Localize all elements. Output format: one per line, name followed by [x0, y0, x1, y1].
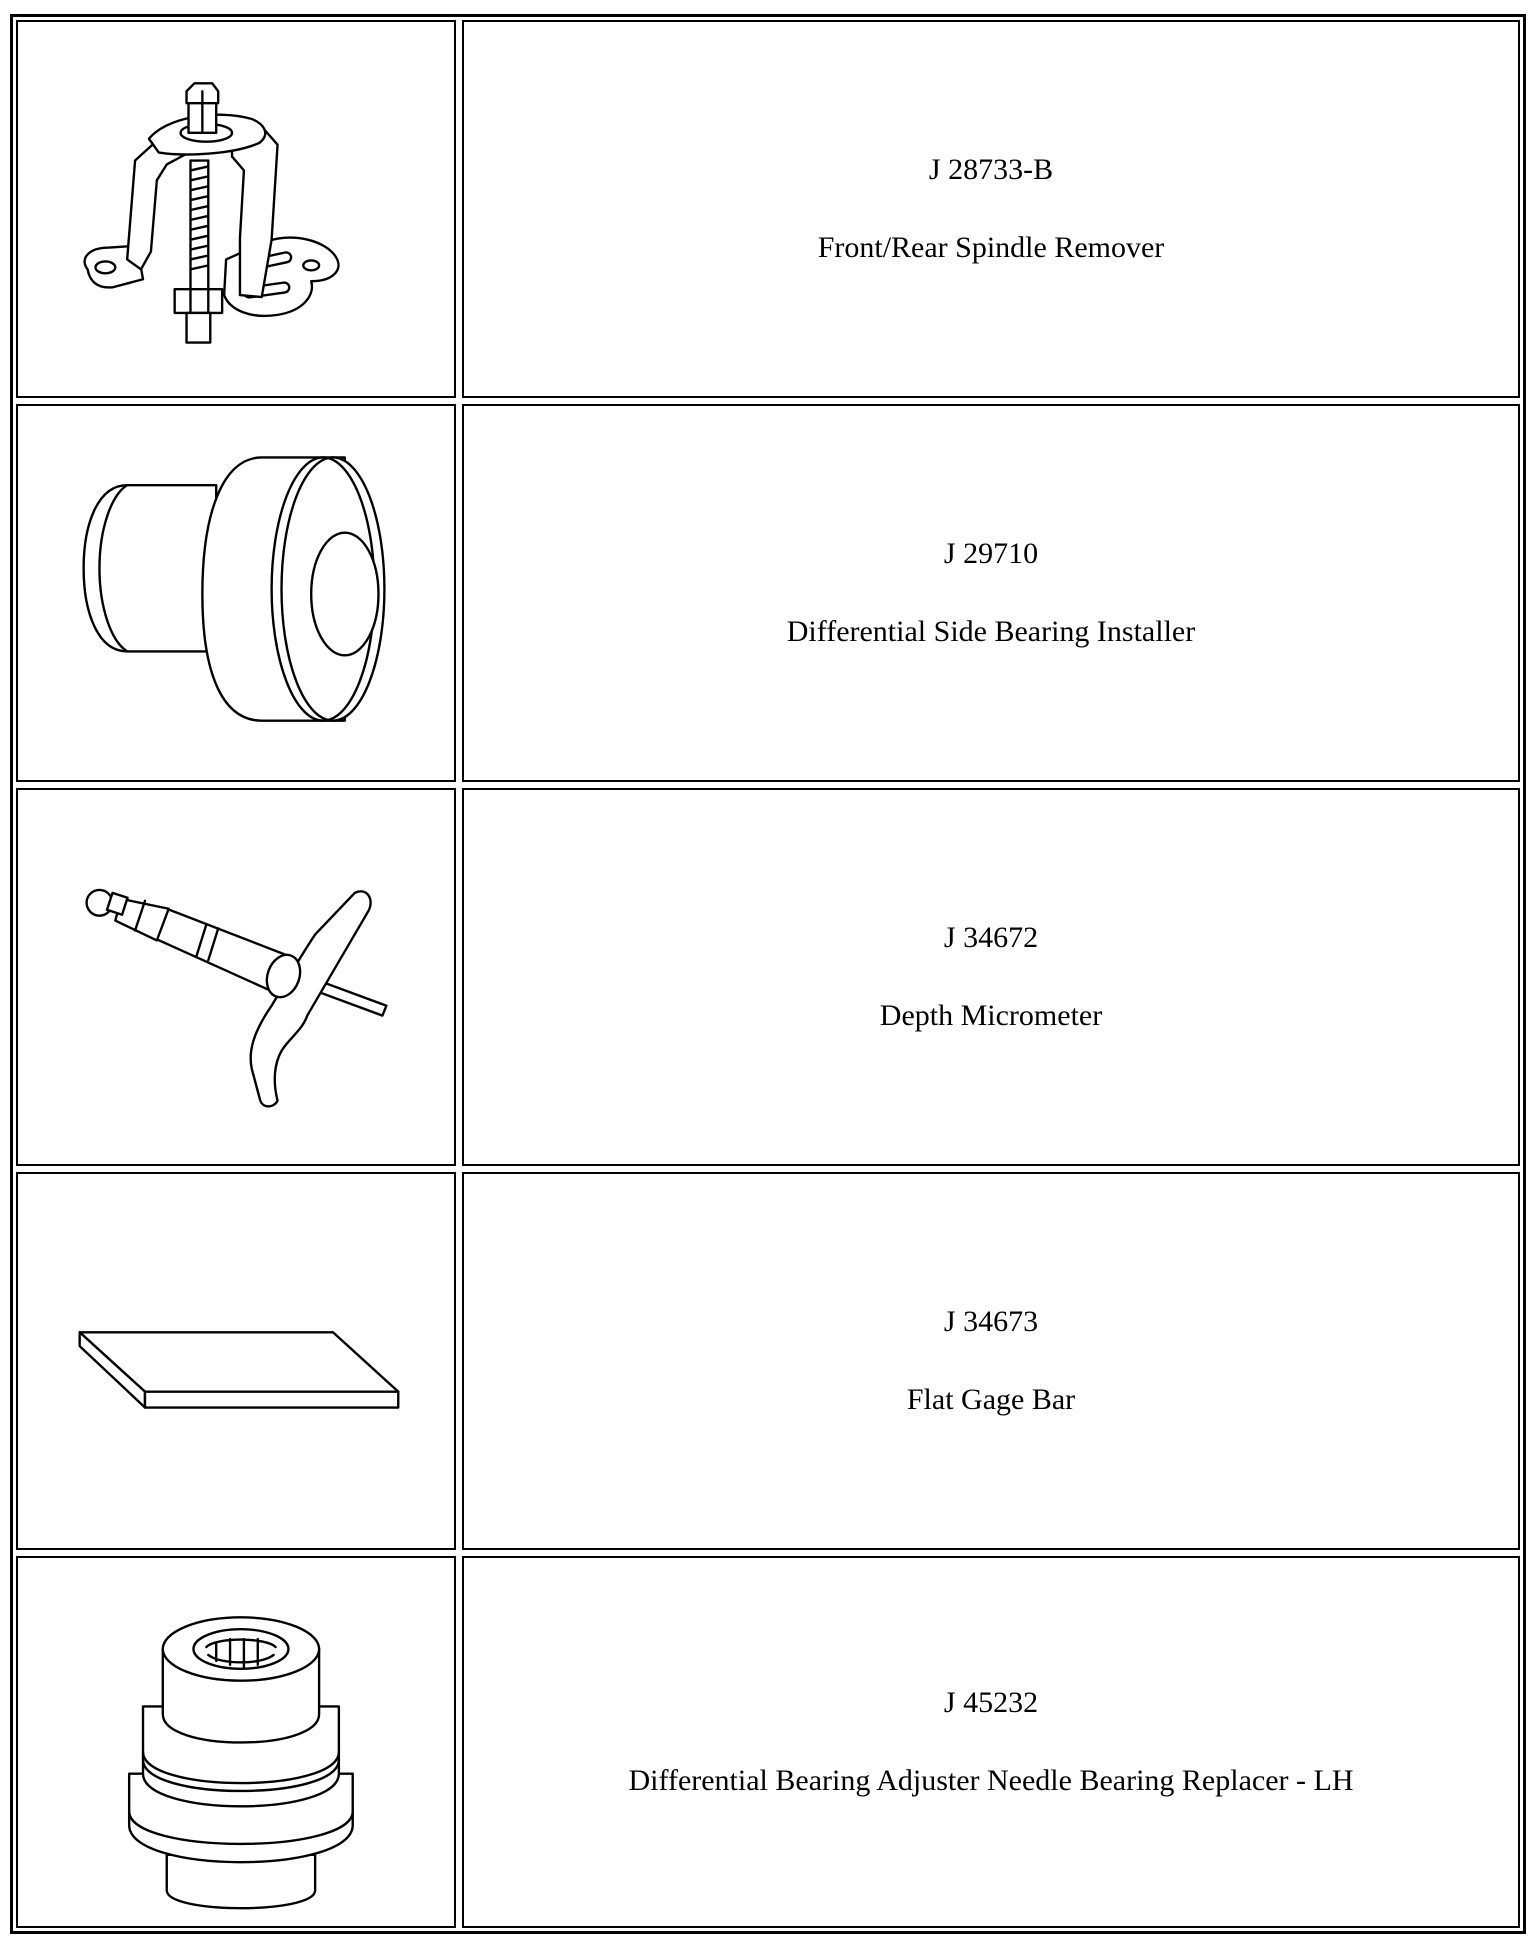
tool-illustration-cell [16, 1556, 456, 1928]
tool-name: Flat Gage Bar [906, 1383, 1076, 1416]
bearing-installer-icon [18, 406, 454, 780]
tool-name: Differential Side Bearing Installer [786, 615, 1196, 648]
table-row [13, 1553, 1523, 1931]
needle-bearing-replacer-icon [18, 1558, 454, 1926]
tool-description-cell [462, 1172, 1520, 1550]
tool-illustration-cell [16, 20, 456, 398]
gage-bar-icon [18, 1174, 454, 1548]
tool-number: J 45232 [943, 1686, 1039, 1719]
tool-description-cell [462, 20, 1520, 398]
tool-number: J 34672 [943, 921, 1039, 954]
tool-name: Differential Bearing Adjuster Needle Bearing Replacer - LH [628, 1764, 1354, 1797]
tool-name: Depth Micrometer [879, 999, 1103, 1032]
table-row [13, 401, 1523, 785]
tool-name: Front/Rear Spindle Remover [817, 231, 1165, 264]
tool-description-cell [462, 1556, 1520, 1928]
table-row [13, 785, 1523, 1169]
tool-illustration-cell [16, 1172, 456, 1550]
depth-micrometer-icon [18, 790, 454, 1164]
spindle-remover-icon [18, 22, 454, 396]
table-row [13, 17, 1523, 401]
tool-description-cell [462, 788, 1520, 1166]
tool-number: J 28733-B [928, 153, 1054, 186]
table-row [13, 1169, 1523, 1553]
tool-description-cell [462, 404, 1520, 782]
tool-number: J 34673 [943, 1305, 1039, 1338]
tool-illustration-cell [16, 788, 456, 1166]
tool-number: J 29710 [943, 537, 1039, 570]
tool-illustration-cell [16, 404, 456, 782]
special-tools-table [10, 14, 1526, 1934]
